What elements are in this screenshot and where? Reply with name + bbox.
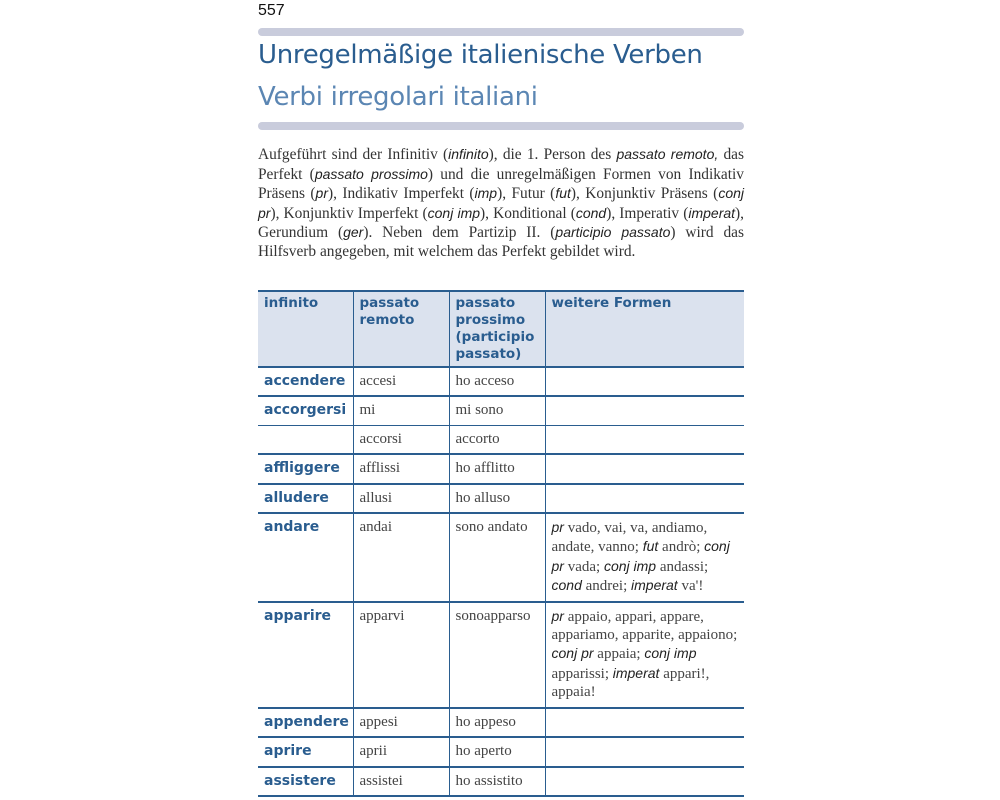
cell-weitere-formen [545, 484, 744, 513]
cell-infinito: andare [258, 513, 353, 602]
cell-passato-remoto: accorsi [353, 425, 449, 454]
table-row [258, 767, 744, 796]
header-infinito: infinito [258, 291, 353, 367]
cell-weitere-formen [545, 425, 744, 454]
cell-passato-prossimo: ho assistito [449, 767, 545, 796]
cell-weitere-formen [545, 396, 744, 425]
cell-passato-prossimo: sono andato [449, 513, 545, 602]
cell-infinito: alludere [258, 484, 353, 513]
table-row [258, 454, 744, 483]
cell-passato-prossimo: ho appeso [449, 708, 545, 737]
cell-passato-prossimo: ho alluso [449, 484, 545, 513]
table-row [258, 367, 744, 396]
table-row [258, 425, 744, 454]
cell-passato-prossimo: mi sono [449, 396, 545, 425]
cell-passato-remoto: mi [353, 396, 449, 425]
table-row [258, 708, 744, 737]
top-divider [258, 28, 744, 36]
title-german: Unregelmäßige italienische Verben [258, 40, 703, 70]
table-row [258, 602, 744, 708]
table-row [258, 396, 744, 425]
title-italian: Verbi irregolari italiani [258, 82, 538, 112]
cell-weitere-formen [545, 454, 744, 483]
cell-infinito: accendere [258, 367, 353, 396]
cell-passato-prossimo: accorto [449, 425, 545, 454]
cell-passato-prossimo: ho acceso [449, 367, 545, 396]
table-row [258, 737, 744, 766]
title-divider [258, 122, 744, 130]
header-passato-remoto: passato remoto [353, 291, 449, 367]
cell-infinito: affliggere [258, 454, 353, 483]
cell-infinito [258, 425, 353, 454]
cell-infinito: appendere [258, 708, 353, 737]
cell-passato-prossimo: sonoapparso [449, 602, 545, 708]
cell-weitere-formen: pr appaio, appari, appare, appariamo, apparite, appaiono; conj pr appaia; conj imp apparissi; imperat appari!, appaia! [545, 602, 744, 708]
cell-passato-remoto: aprii [353, 737, 449, 766]
header-weitere-formen: weitere Formen [545, 291, 744, 367]
cell-passato-remoto: assistei [353, 767, 449, 796]
cell-passato-remoto: apparvi [353, 602, 449, 708]
cell-weitere-formen [545, 737, 744, 766]
cell-passato-remoto: appesi [353, 708, 449, 737]
table-row [258, 484, 744, 513]
cell-infinito: aprire [258, 737, 353, 766]
table-row [258, 513, 744, 602]
irregular-verbs-table [258, 290, 744, 797]
intro-paragraph: Aufgeführt sind der Infinitiv (infinito), die 1. Person des passato remoto, das Perfekt (passato prossimo) und die unregelmäßigen Formen von Indikativ Präsens (pr), Indikativ Imperfekt (imp), Futur (fut), Konjunktiv Präsens (conj pr), Konjunktiv Imperfekt (conj imp), Konditional (cond), Imperativ (imperat), Gerundium (ger). Neben dem Partizip II. (participio passato) wird das Hilfsverb angegeben, mit welchem das Perfekt gebildet wird. [258, 146, 745, 260]
cell-passato-remoto: andai [353, 513, 449, 602]
cell-passato-remoto: allusi [353, 484, 449, 513]
page-number: 557 [258, 2, 285, 19]
cell-passato-prossimo: ho aperto [449, 737, 545, 766]
cell-infinito: accorgersi [258, 396, 353, 425]
cell-weitere-formen [545, 767, 744, 796]
table-header-row [258, 291, 744, 367]
cell-passato-remoto: afflissi [353, 454, 449, 483]
header-passato-prossimo: passato prossimo (participio passato) [449, 291, 545, 367]
cell-weitere-formen [545, 367, 744, 396]
cell-weitere-formen: pr vado, vai, va, andiamo, andate, vanno; fut andrò; conj pr vada; conj imp andassi; cond andrei; imperat va'! [545, 513, 744, 602]
cell-passato-prossimo: ho afflitto [449, 454, 545, 483]
cell-passato-remoto: accesi [353, 367, 449, 396]
cell-weitere-formen [545, 708, 744, 737]
cell-infinito: apparire [258, 602, 353, 708]
cell-infinito: assistere [258, 767, 353, 796]
